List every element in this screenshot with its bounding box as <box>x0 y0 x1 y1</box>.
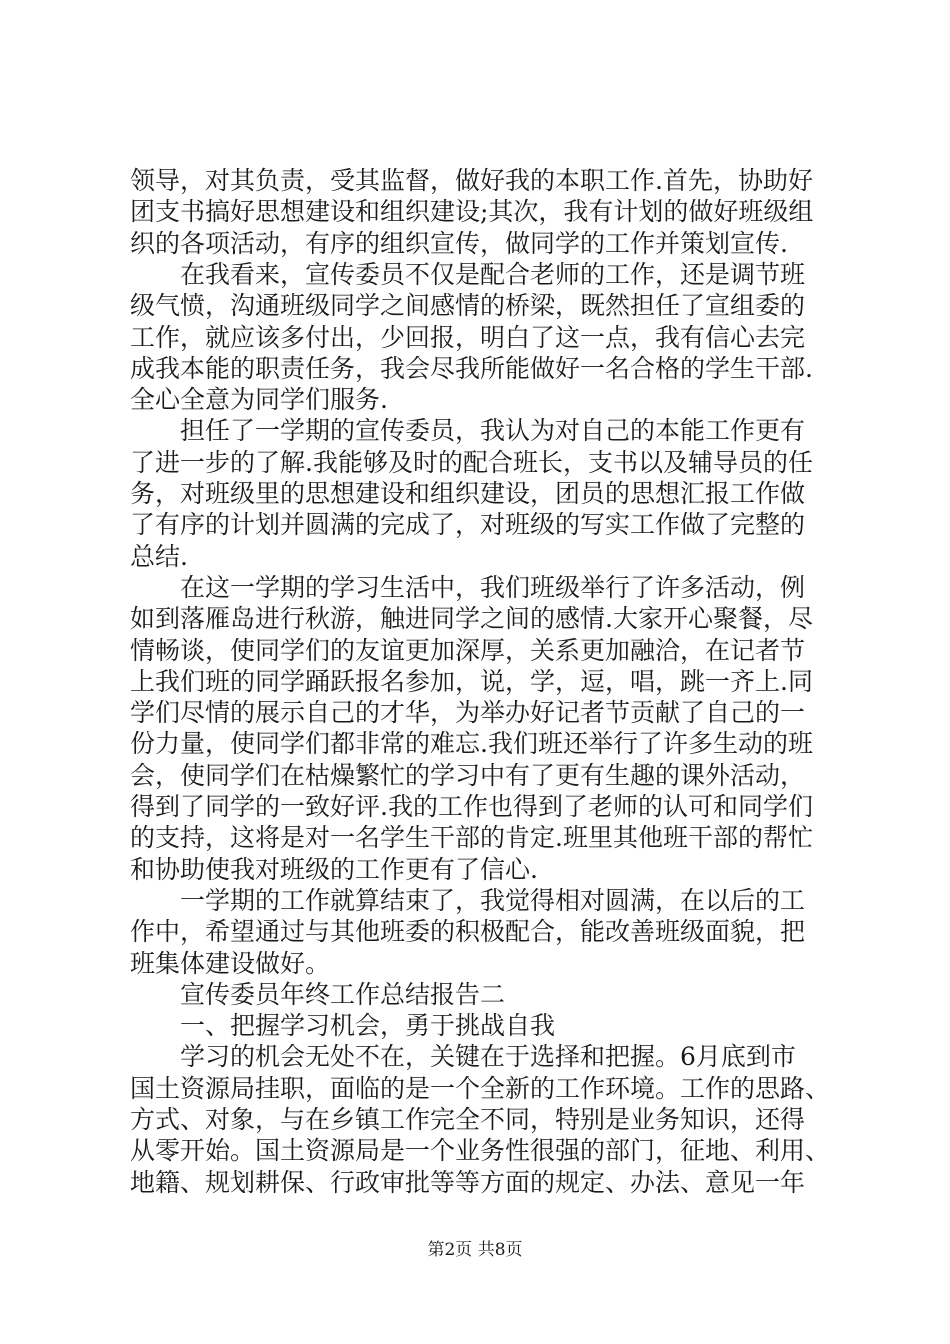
section-heading: 宣传委员年终工作总结报告二 <box>130 980 506 1009</box>
text-line: 在这一学期的学习生活中，我们班级举行了许多活动，例 <box>130 573 806 602</box>
text-line: 班集体建设做好。 <box>130 949 331 978</box>
text-line: 总结. <box>130 542 188 571</box>
text-line: 得到了同学的一致好评.我的工作也得到了老师的认可和同学们 <box>130 792 813 821</box>
text-line: 情畅谈，使同学们的友谊更加深厚，关系更加融洽，在记者节 <box>130 636 806 665</box>
text-line: 在我看来，宣传委员不仅是配合老师的工作，还是调节班 <box>130 260 806 289</box>
text-line: 一学期的工作就算结束了，我觉得相对圆满，在以后的工 <box>130 886 806 915</box>
text-line: 如到落雁岛进行秋游，触进同学之间的感情.大家开心聚餐，尽 <box>130 604 813 633</box>
text-line: 了进一步的了解.我能够及时的配合班长，支书以及辅导员的任 <box>130 448 813 477</box>
text-line: 国土资源局挂职，面临的是一个全新的工作环境。工作的思路、 <box>130 1074 830 1103</box>
text-line: 上我们班的同学踊跃报名参加，说，学，逗，唱，跳一齐上.同 <box>130 667 813 696</box>
text-line: 学们尽情的展示自己的才华，为举办好记者节贡献了自己的一 <box>130 698 806 727</box>
text-line: 领导，对其负责，受其监督，做好我的本职工作.首先，协助好 <box>130 166 813 195</box>
text-line: 的支持，这将是对一名学生干部的肯定.班里其他班干部的帮忙 <box>130 823 813 852</box>
text-line: 会，使同学们在枯燥繁忙的学习中有了更有生趣的课外活动， <box>130 761 806 790</box>
text-line: 成我本能的职责任务，我会尽我所能做好一名合格的学生干部. <box>130 354 813 383</box>
text-line: 和协助使我对班级的工作更有了信心. <box>130 855 538 884</box>
text-line: 从零开始。国土资源局是一个业务性很强的部门，征地、利用、 <box>130 1136 830 1165</box>
text-line: 了有序的计划并圆满的完成了，对班级的写实工作做了完整的 <box>130 510 806 539</box>
text-line: 作中，希望通过与其他班委的积极配合，能改善班级面貌，把 <box>130 917 806 946</box>
text-line: 工作，就应该多付出，少回报，明白了这一点，我有信心去完 <box>130 323 806 352</box>
text-line: 级气愤，沟通班级同学之间感情的桥梁，既然担任了宣组委的 <box>130 291 806 320</box>
subsection-heading: 一、把握学习机会，勇于挑战自我 <box>130 1011 556 1040</box>
text-line: 团支书搞好思想建设和组织建设;其次，我有计划的做好班级组 <box>130 197 814 226</box>
text-line: 地籍、规划耕保、行政审批等等方面的规定、办法、意见一年 <box>130 1168 806 1197</box>
text-line: 务，对班级里的思想建设和组织建设，团员的思想汇报工作做 <box>130 479 806 508</box>
text-line: 织的各项活动，有序的组织宣传，做同学的工作并策划宣传. <box>130 229 788 258</box>
text-line: 份力量，使同学们都非常的难忘.我们班还举行了许多生动的班 <box>130 729 813 758</box>
text-line: 担任了一学期的宣传委员，我认为对自己的本能工作更有 <box>130 416 806 445</box>
page-footer: 第2页 共8页 <box>427 1240 523 1260</box>
text-line: 方式、对象，与在乡镇工作完全不同，特别是业务知识，还得 <box>130 1105 806 1134</box>
text-line: 学习的机会无处不在，关键在于选择和把握。6月底到市 <box>130 1042 796 1071</box>
text-line: 全心全意为同学们服务. <box>130 385 388 414</box>
